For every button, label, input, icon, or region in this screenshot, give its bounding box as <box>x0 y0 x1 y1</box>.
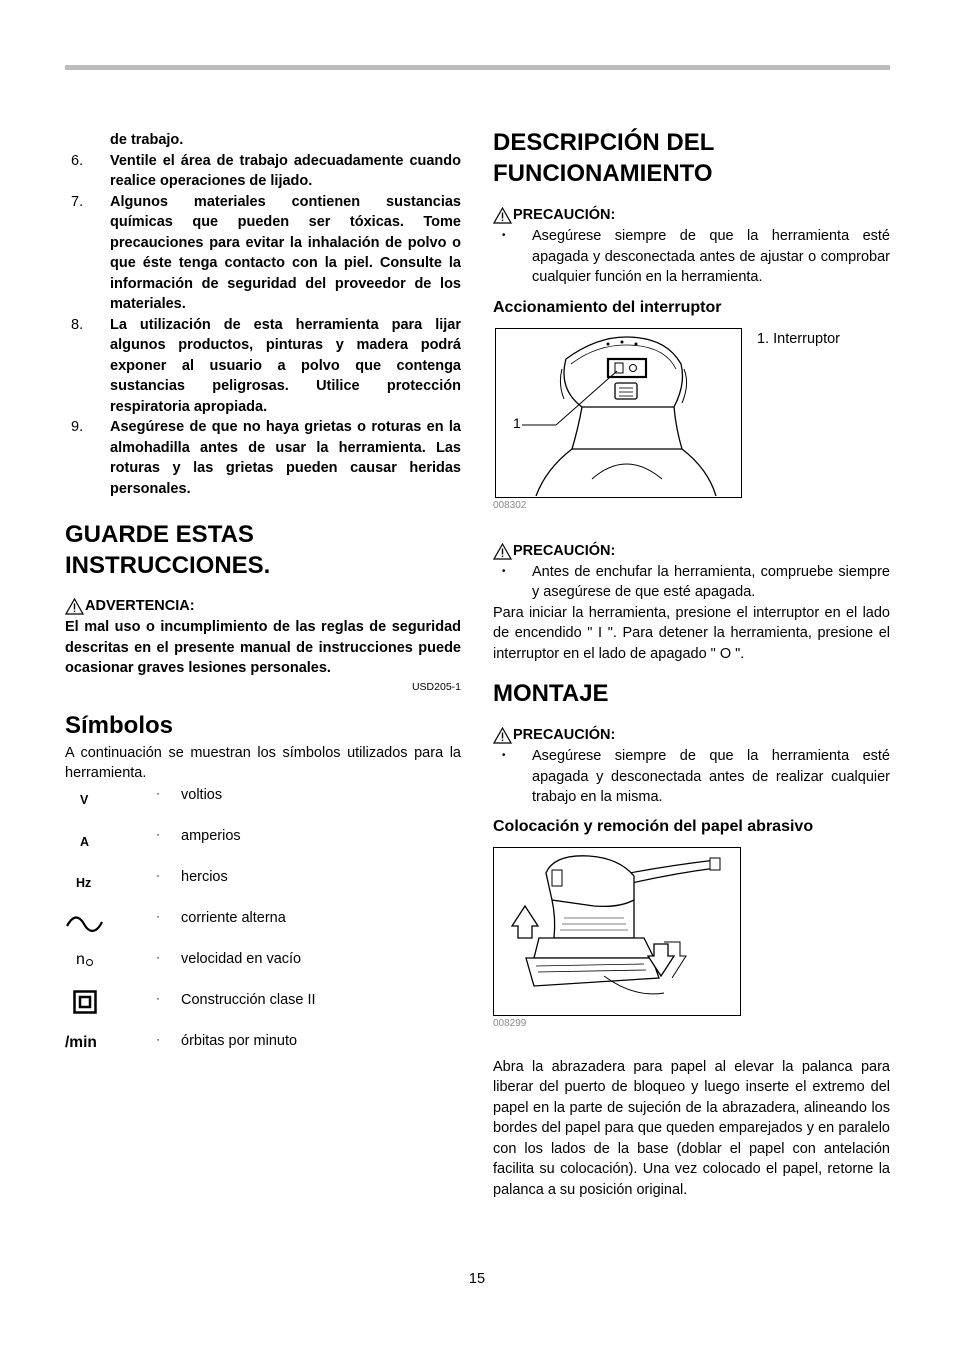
figure-switch-block <box>493 328 890 498</box>
warning-triangle-icon <box>493 207 512 224</box>
section-title-simbolos: Símbolos <box>65 711 174 739</box>
list-item: 7. Algunos materiales contienen sustancias químicas que pueden ser tóxicas. Tome precauciones para evitar la inhalación de polvo o que éste tenga contacto con la piel. Consulte la información de seguridad del proveedor de los materiales. <box>71 193 461 312</box>
precaucion-heading: PRECAUCIÓN: <box>493 542 890 560</box>
sander-paper-illustration <box>494 848 739 1014</box>
symbol-amps: A <box>80 834 90 849</box>
figure-switch <box>495 328 742 498</box>
colocacion-instructions: Abra la abrazadera para papel al elevar la palanca para liberar del puerto de bloqueo y luego inserte el extremo del papel en la parte de sujeción de la abrazadera, alineando los bordes del papel para que queden emparejados y en paralelo con los lados de la base (doblar el papel con antelación facilita su colocación). Una vez colocado el papel, retorne la palanca a su posición original. <box>493 1058 890 1198</box>
figure-callout-number: 1 <box>513 414 521 431</box>
class-ii-icon <box>73 990 97 1014</box>
advertencia-text: El mal uso o incumplimiento de las reglas de seguridad descritas en el presente manual de instrucciones puede ocasionar graves lesiones personales. <box>65 619 461 676</box>
sander-switch-illustration <box>496 329 740 496</box>
advertencia-heading: ADVERTENCIA: <box>65 597 461 615</box>
symbol-hertz: Hz <box>76 875 92 890</box>
header-rule <box>65 65 890 70</box>
symbol-row-hertz: Hz · hercios <box>76 867 228 890</box>
switch-instructions: Para iniciar la herramienta, presione el interruptor en el lado de encendido " I ". Para detener la herramienta, presione el interruptor en el lado de apagado " O ". <box>493 604 890 662</box>
list-item: 6. Ventile el área de trabajo adecuadamente cuando realice operaciones de lijado. <box>71 152 461 189</box>
simbolos-intro: A continuación se muestran los símbolos utilizados para la herramienta. <box>65 744 461 781</box>
section-title-montaje: MONTAJE <box>493 680 609 707</box>
figure-paper <box>493 847 741 1016</box>
figure-code: 008299 <box>493 1017 527 1029</box>
safety-list <box>65 130 461 499</box>
left-column <box>65 130 461 1073</box>
symbols-table <box>65 786 461 1073</box>
warning-triangle-icon <box>493 727 512 744</box>
page-number: 15 <box>468 1271 486 1287</box>
list-item-continuation: de trabajo. <box>110 132 184 148</box>
list-item: 8. La utilización de esta herramienta para lijar algunos productos, pinturas y madera podrá exponer al usuario a polvo que contenga sustancias peligrosas. Utilice protección respiratoria apropiada. <box>71 316 461 415</box>
reference-code: USD205-1 <box>411 680 461 693</box>
symbol-row-class-ii: · Construcción clase II <box>65 991 461 1032</box>
figure-code: 008302 <box>493 499 527 511</box>
warning-triangle-icon <box>493 543 512 560</box>
symbol-row-amps: A · amperios <box>80 826 241 849</box>
precaucion-heading: PRECAUCIÓN: <box>493 206 890 224</box>
alternating-current-icon <box>65 913 105 935</box>
symbol-per-minute: /min <box>65 1033 97 1051</box>
symbol-row-volts: V · voltios <box>80 785 223 807</box>
precaucion-bullet: • Asegúrese siempre de que la herramienta esté apagada y desconectada antes de ajustar o comprobar cualquier función en la herramienta. <box>502 228 890 285</box>
precaucion-bullet: • Asegúrese siempre de que la herramienta esté apagada y desconectada antes de realizar cualquier trabajo en la misma. <box>502 748 890 805</box>
figure-legend: 1. Interruptor <box>757 330 841 347</box>
right-column <box>493 130 890 1200</box>
section-title-descripcion: DESCRIPCIÓN DEL FUNCIONAMIENTO <box>493 129 714 187</box>
section-title-guarde: GUARDE ESTAS INSTRUCCIONES. <box>65 521 271 579</box>
subsection-title-accionamiento: Accionamiento del interruptor <box>493 298 722 316</box>
list-item: 9. Asegúrese de que no haya grietas o roturas en la almohadilla antes de usar la herramienta. Las roturas y las grietas pueden causar heridas personales. <box>71 419 461 497</box>
symbol-row-orbits: /min · órbitas por minuto <box>65 1031 298 1051</box>
symbol-volts: V <box>80 792 89 807</box>
no-load-speed-icon: n <box>65 950 105 991</box>
precaucion-bullet: • Antes de enchufar la herramienta, compruebe siempre y asegúrese de que esté apagada. <box>502 563 890 600</box>
subsection-title-colocacion: Colocación y remoción del papel abrasivo <box>493 817 814 835</box>
warning-triangle-icon <box>65 598 84 615</box>
symbol-row-no-load-speed: n · velocidad en vacío <box>65 950 461 991</box>
symbol-row-ac: · corriente alterna <box>65 909 461 950</box>
precaucion-heading: PRECAUCIÓN: <box>493 726 890 744</box>
